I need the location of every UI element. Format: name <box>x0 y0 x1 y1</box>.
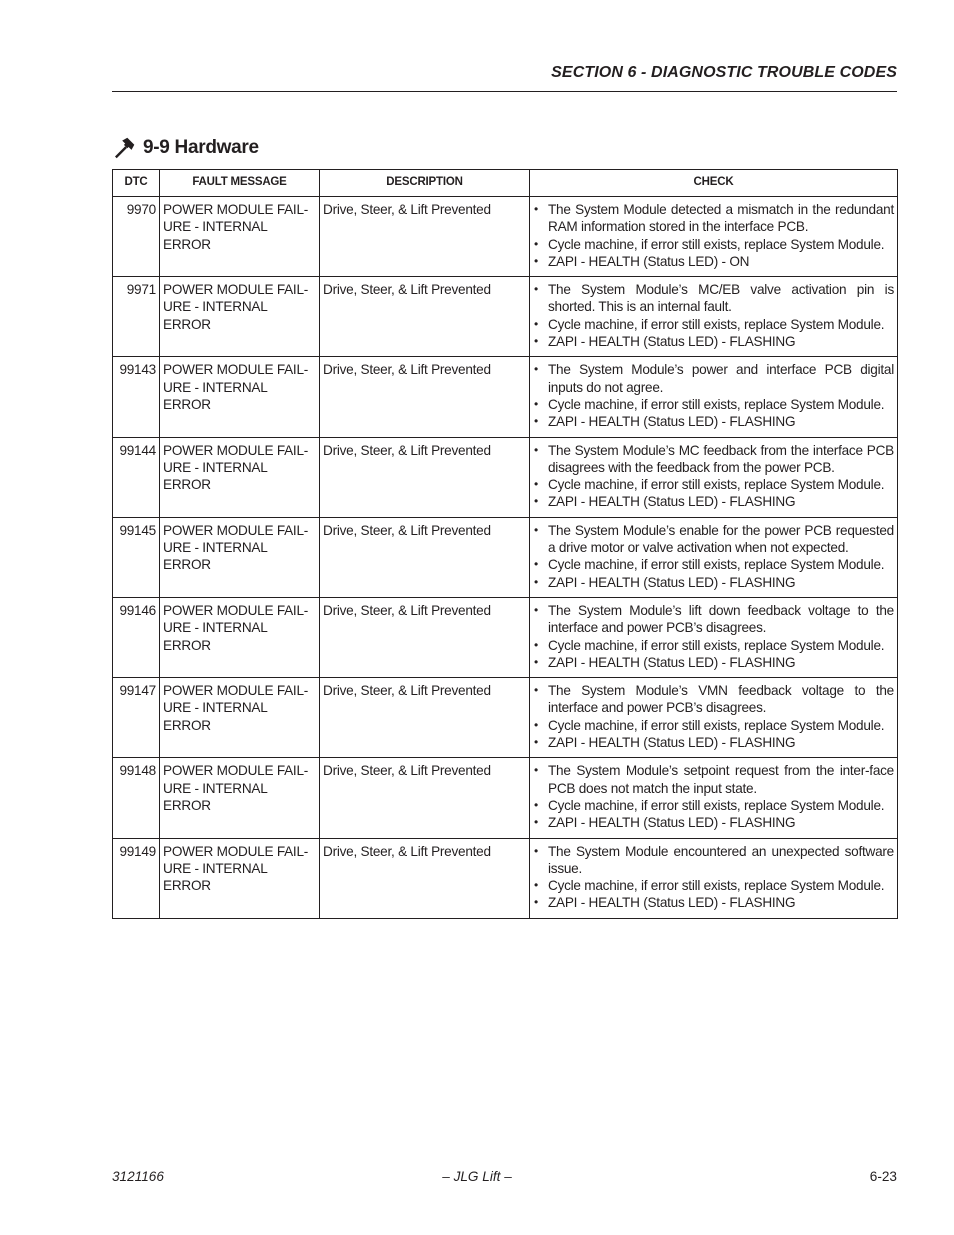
check-cell <box>530 437 898 517</box>
check-cell <box>530 517 898 597</box>
table-row <box>113 277 898 357</box>
check-item: • Cycle machine, if error still exists, replace System Module. <box>533 877 894 894</box>
dtc-code: 99147 <box>113 678 160 758</box>
check-cell <box>530 678 898 758</box>
check-list <box>533 843 894 912</box>
header-divider <box>112 91 897 92</box>
dtc-code: 99145 <box>113 517 160 597</box>
fault-message: POWER MODULE FAIL-URE - INTERNAL ERROR <box>160 357 320 437</box>
check-list <box>533 762 894 831</box>
check-list <box>533 442 894 511</box>
column-header-check: CHECK <box>530 170 898 197</box>
check-list <box>533 522 894 591</box>
check-cell <box>530 838 898 918</box>
check-item: • Cycle machine, if error still exists, replace System Module. <box>533 637 894 654</box>
fault-message: POWER MODULE FAIL-URE - INTERNAL ERROR <box>160 277 320 357</box>
fault-message: POWER MODULE FAIL-URE - INTERNAL ERROR <box>160 758 320 838</box>
table-row <box>113 517 898 597</box>
dtc-code: 9970 <box>113 197 160 277</box>
check-item: • The System Module’s enable for the power PCB requested a drive motor or valve activation when not expected. <box>533 522 894 557</box>
fault-message: POWER MODULE FAIL-URE - INTERNAL ERROR <box>160 678 320 758</box>
check-list <box>533 602 894 671</box>
check-item: • The System Module encountered an unexpected software issue. <box>533 843 894 878</box>
dtc-code: 99146 <box>113 597 160 677</box>
check-item: • Cycle machine, if error still exists, replace System Module. <box>533 396 894 413</box>
fault-message: POWER MODULE FAIL-URE - INTERNAL ERROR <box>160 437 320 517</box>
table-row <box>113 678 898 758</box>
check-item: • The System Module’s VMN feedback voltage to the interface and power PCB’s disagrees. <box>533 682 894 717</box>
table-row <box>113 437 898 517</box>
fault-message: POWER MODULE FAIL-URE - INTERNAL ERROR <box>160 597 320 677</box>
check-list <box>533 281 894 350</box>
description: Drive, Steer, & Lift Prevented <box>320 357 530 437</box>
description: Drive, Steer, & Lift Prevented <box>320 517 530 597</box>
check-list <box>533 201 894 270</box>
check-item: • ZAPI - HEALTH (Status LED) - FLASHING <box>533 894 894 911</box>
check-item: • ZAPI - HEALTH (Status LED) - FLASHING <box>533 654 894 671</box>
wrench-icon <box>112 136 136 160</box>
description: Drive, Steer, & Lift Prevented <box>320 277 530 357</box>
table-row <box>113 597 898 677</box>
check-item: • The System Module detected a mismatch in the redundant RAM information stored in the interface PCB. <box>533 201 894 236</box>
section-title: 9-9 Hardware <box>143 137 259 158</box>
check-item: • ZAPI - HEALTH (Status LED) - FLASHING <box>533 413 894 430</box>
column-header-dtc: DTC <box>113 170 160 197</box>
column-header-fault-message: FAULT MESSAGE <box>160 170 320 197</box>
check-item: • ZAPI - HEALTH (Status LED) - FLASHING <box>533 493 894 510</box>
check-item: • Cycle machine, if error still exists, replace System Module. <box>533 476 894 493</box>
check-item: • Cycle machine, if error still exists, replace System Module. <box>533 316 894 333</box>
table-row <box>113 357 898 437</box>
check-cell <box>530 597 898 677</box>
table-header-row <box>113 170 898 197</box>
check-item: • The System Module’s power and interface PCB digital inputs do not agree. <box>533 361 894 396</box>
check-cell <box>530 357 898 437</box>
check-item: • The System Module’s MC feedback from the interface PCB disagrees with the feedback from the power PCB. <box>533 442 894 477</box>
check-item: • ZAPI - HEALTH (Status LED) - FLASHING <box>533 734 894 751</box>
description: Drive, Steer, & Lift Prevented <box>320 197 530 277</box>
check-item: • Cycle machine, if error still exists, replace System Module. <box>533 236 894 253</box>
check-cell <box>530 277 898 357</box>
check-item: • The System Module’s MC/EB valve activation pin is shorted. This is an internal fault. <box>533 281 894 316</box>
check-list <box>533 682 894 751</box>
fault-message: POWER MODULE FAIL-URE - INTERNAL ERROR <box>160 838 320 918</box>
dtc-table <box>112 169 898 919</box>
section-heading <box>112 136 259 160</box>
check-item: • The System Module’s setpoint request from the inter-face PCB does not match the input state. <box>533 762 894 797</box>
table-row <box>113 838 898 918</box>
column-header-description: DESCRIPTION <box>320 170 530 197</box>
check-list <box>533 361 894 430</box>
dtc-code: 99148 <box>113 758 160 838</box>
check-item: • ZAPI - HEALTH (Status LED) - FLASHING <box>533 333 894 350</box>
check-item: • Cycle machine, if error still exists, replace System Module. <box>533 797 894 814</box>
dtc-code: 9971 <box>113 277 160 357</box>
check-item: • Cycle machine, if error still exists, replace System Module. <box>533 556 894 573</box>
dtc-code: 99143 <box>113 357 160 437</box>
publisher-label: – JLG Lift – <box>442 1169 512 1184</box>
fault-message: POWER MODULE FAIL-URE - INTERNAL ERROR <box>160 517 320 597</box>
dtc-code: 99149 <box>113 838 160 918</box>
page-number: 6-23 <box>869 1169 897 1184</box>
description: Drive, Steer, & Lift Prevented <box>320 437 530 517</box>
table-row <box>113 197 898 277</box>
document-number: 3121166 <box>112 1169 164 1184</box>
description: Drive, Steer, & Lift Prevented <box>320 758 530 838</box>
description: Drive, Steer, & Lift Prevented <box>320 678 530 758</box>
check-item: • ZAPI - HEALTH (Status LED) - ON <box>533 253 894 270</box>
check-item: • ZAPI - HEALTH (Status LED) - FLASHING <box>533 814 894 831</box>
fault-message: POWER MODULE FAIL-URE - INTERNAL ERROR <box>160 197 320 277</box>
table-row <box>113 758 898 838</box>
check-item: • ZAPI - HEALTH (Status LED) - FLASHING <box>533 574 894 591</box>
dtc-code: 99144 <box>113 437 160 517</box>
description: Drive, Steer, & Lift Prevented <box>320 597 530 677</box>
check-item: • Cycle machine, if error still exists, replace System Module. <box>533 717 894 734</box>
check-cell <box>530 197 898 277</box>
description: Drive, Steer, & Lift Prevented <box>320 838 530 918</box>
check-cell <box>530 758 898 838</box>
section-header-title: SECTION 6 - DIAGNOSTIC TROUBLE CODES <box>551 64 897 81</box>
check-item: • The System Module’s lift down feedback voltage to the interface and power PCB’s disagrees. <box>533 602 894 637</box>
